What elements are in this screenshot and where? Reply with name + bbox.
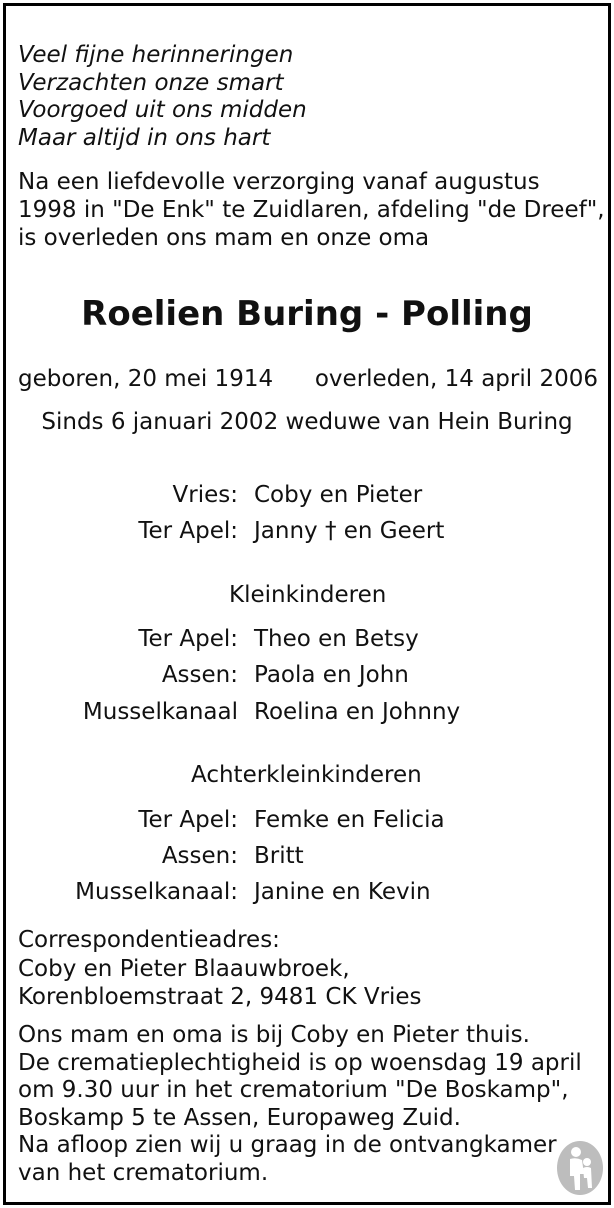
- family-place: Musselkanaal: [82, 699, 238, 725]
- closing-line: Ons mam en oma is bij Coby en Pieter thuis.: [18, 1022, 530, 1048]
- family-place: Vries:: [172, 482, 238, 508]
- family-place: Assen:: [161, 662, 238, 688]
- family-place: Ter Apel:: [138, 626, 238, 652]
- death-date: overleden, 14 april 2006: [314, 366, 598, 392]
- address-line: Correspondentieadres:: [18, 927, 280, 953]
- closing-text: [18, 1022, 582, 1187]
- poem-line: Maar altijd in ons hart: [18, 124, 271, 151]
- family-names: Paola en John: [254, 662, 409, 688]
- family-names: Janine en Kevin: [254, 879, 431, 905]
- family-names: Janny † en Geert: [254, 518, 445, 544]
- closing-line: De crematieplechtigheid is op woensdag 19 april: [18, 1049, 582, 1076]
- poem-line: Veel fijne herinneringen: [18, 42, 294, 68]
- family-names: Britt: [254, 843, 304, 869]
- address-line: Coby en Pieter Blaauwbroek,: [18, 955, 350, 982]
- poem-line: Verzachten onze smart: [18, 69, 284, 96]
- family-names: Coby en Pieter: [254, 482, 423, 508]
- family-place: Ter Apel:: [138, 518, 238, 544]
- family-names: Roelina en Johnny: [254, 699, 461, 725]
- great-grandchildren-heading: Achterkleinkinderen: [191, 762, 422, 788]
- intro-line: is overleden ons mam en onze oma: [18, 225, 430, 251]
- deceased-name: Roelien Buring - Polling: [81, 294, 533, 334]
- grandchildren-heading: Kleinkinderen: [229, 582, 387, 608]
- family-place: Ter Apel:: [138, 807, 238, 833]
- closing-line: om 9.30 uur in het crematorium "De Boskamp",: [18, 1077, 569, 1103]
- closing-line: Na afloop zien wij u graag in de ontvangkamer: [18, 1132, 557, 1158]
- family-names: Femke en Felicia: [254, 807, 445, 833]
- family-place: Musselkanaal:: [75, 879, 238, 905]
- address-line: Korenbloemstraat 2, 9481 CK Vries: [18, 984, 422, 1010]
- birth-date: geboren, 20 mei 1914: [18, 366, 274, 392]
- family-place: Assen:: [161, 843, 238, 869]
- family-names: Theo en Betsy: [254, 626, 419, 652]
- poem-line: Voorgoed uit ons midden: [18, 97, 307, 123]
- intro-line: 1998 in "De Enk" te Zuidlaren, afdeling "de Dreef",: [18, 197, 605, 223]
- closing-line: Boskamp 5 te Assen, Europaweg Zuid.: [18, 1104, 461, 1131]
- poem: [18, 42, 307, 152]
- intro-line: Na een liefdevolle verzorging vanaf augustus: [18, 169, 540, 195]
- closing-line: van het crematorium.: [18, 1159, 269, 1186]
- memorial-figures-icon: [556, 1140, 604, 1196]
- widow-line: Sinds 6 januari 2002 weduwe van Hein Buring: [41, 409, 573, 435]
- intro-text: [18, 168, 605, 252]
- correspondence-address: [18, 926, 422, 1012]
